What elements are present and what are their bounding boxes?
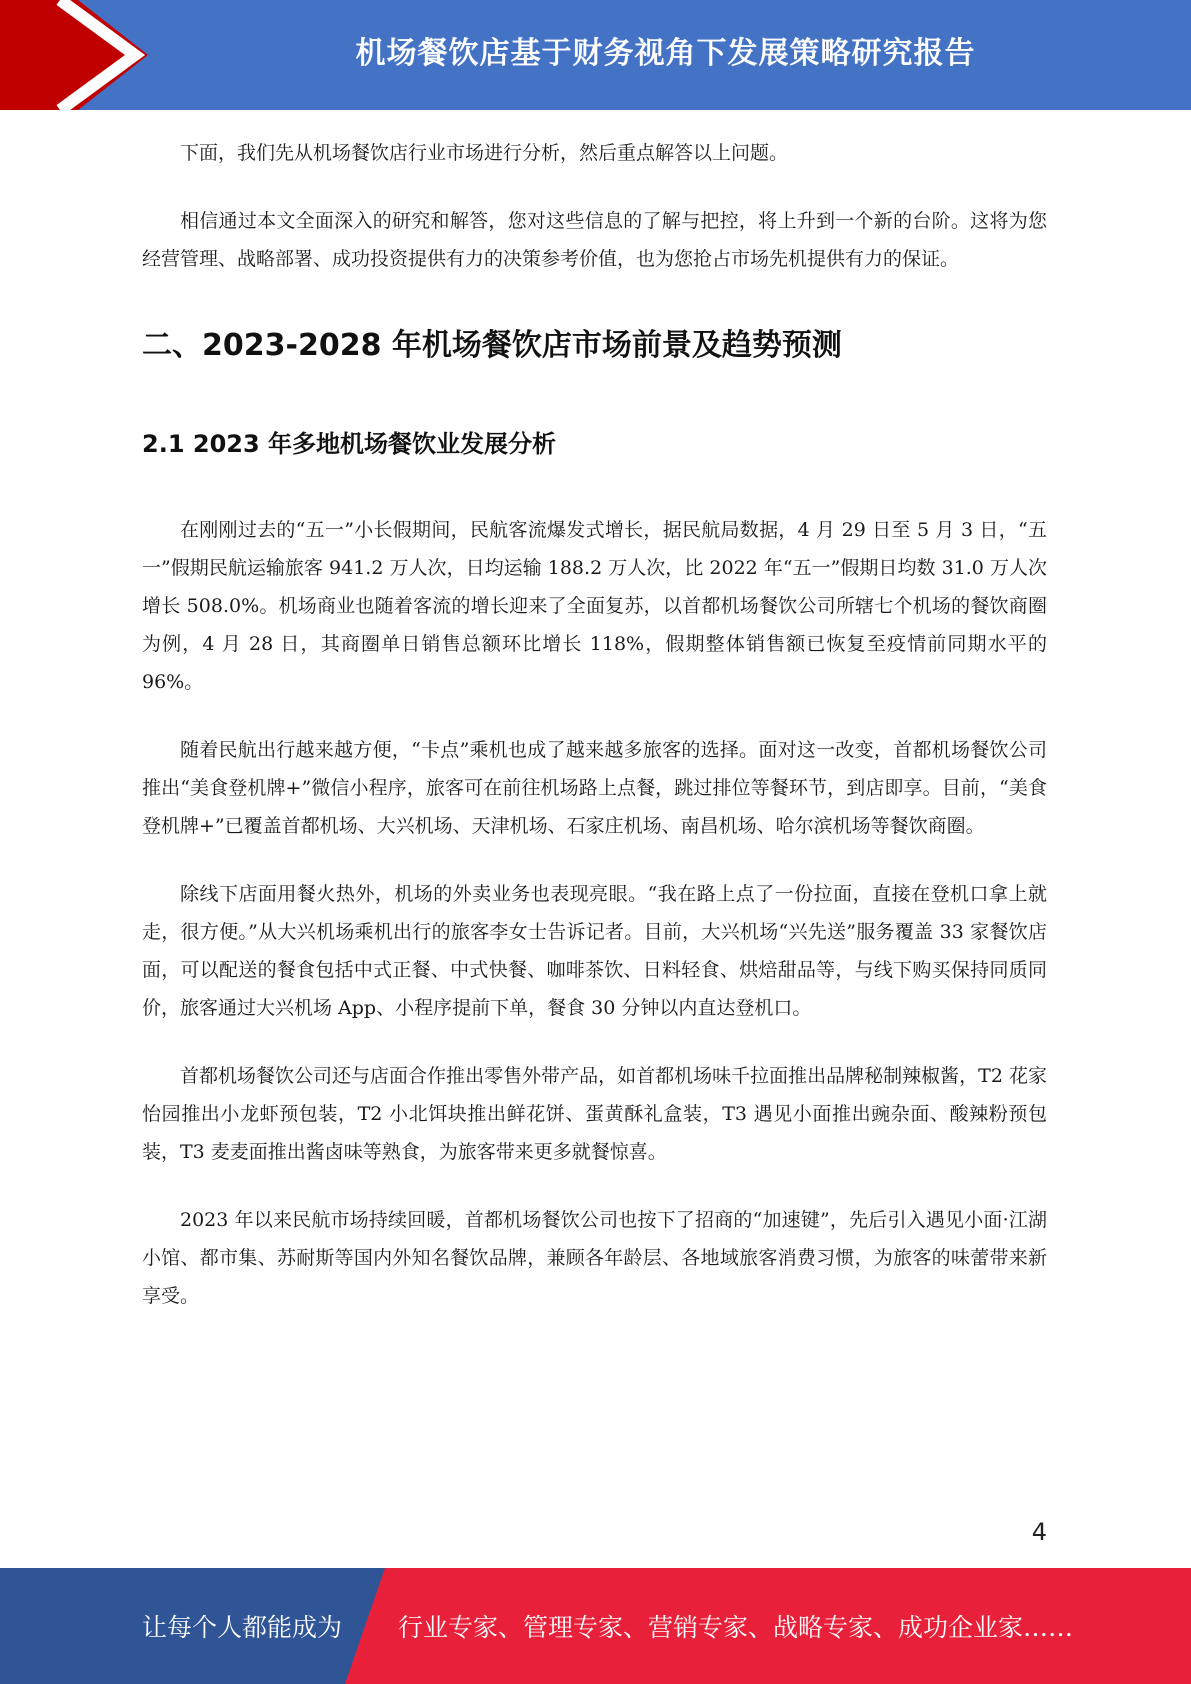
subsection-heading: 2.1 2023 年多地机场餐饮业发展分析 bbox=[142, 430, 557, 458]
page-footer bbox=[0, 1568, 1191, 1684]
body-paragraph-3: 除线下店面用餐火热外，机场的外卖业务也表现亮眼。“我在路上点了一份拉面，直接在登机口拿上就走，很方便。”从大兴机场乘机出行的旅客李女士告诉记者。目前，大兴机场“兴先送”服务覆盖 33 家餐饮店面，可以配送的餐食包括中式正餐、中式快餐、咖啡茶饮、日料轻食、烘焙甜品等，与线下购买保持同质同价，旅客通过大兴机场 App、小程序提前下单，餐食 30 分钟以内直达登机口。 bbox=[142, 883, 1047, 1019]
footer-slogan-right: 行业专家、管理专家、营销专家、战略专家、成功企业家…… bbox=[398, 1613, 1074, 1642]
body-paragraph-4: 首都机场餐饮公司还与店面合作推出零售外带产品，如首都机场味千拉面推出品牌秘制辣椒酱，T2 花家怡园推出小龙虾预包装，T2 小北饵块推出鲜花饼、蛋黄酥礼盒装，T3 遇见小面推出豌杂面、酸辣粉预包装，T3 麦麦面推出酱卤味等熟食，为旅客带来更多就餐惊喜。 bbox=[142, 1065, 1047, 1163]
header-title: 机场餐饮店基于财务视角下发展策略研究报告 bbox=[355, 36, 976, 71]
intro-paragraph-1: 下面，我们先从机场餐饮店行业市场进行分析，然后重点解答以上问题。 bbox=[180, 142, 789, 164]
footer-slogan-left: 让每个人都能成为 bbox=[142, 1613, 343, 1642]
section-heading: 二、2023-2028 年机场餐饮店市场前景及趋势预测 bbox=[142, 328, 842, 363]
page-number: 4 bbox=[1031, 1518, 1047, 1546]
body-paragraph-5: 2023 年以来民航市场持续回暖，首都机场餐饮公司也按下了招商的“加速键”，先后引入遇见小面·江湖小馆、都市集、苏耐斯等国内外知名餐饮品牌，兼顾各年龄层、各地域旅客消费习惯，为旅客的味蕾带来新享受。 bbox=[142, 1209, 1047, 1307]
intro-paragraph-2: 相信通过本文全面深入的研究和解答，您对这些信息的了解与把控，将上升到一个新的台阶。这将为您经营管理、战略部署、成功投资提供有力的决策参考价值，也为您抢占市场先机提供有力的保证。 bbox=[142, 210, 1047, 270]
body-paragraph-1: 在刚刚过去的“五一”小长假期间，民航客流爆发式增长，据民航局数据，4 月 29 日至 5 月 3 日，“五一”假期民航运输旅客 941.2 万人次，日均运输 188.2 万人次，比 2022 年“五一”假期日均数 31.0 万人次增长 508.0%。机场商业也随着客流的增长迎来了全面复苏，以首都机场餐饮公司所辖七个机场的餐饮商圈为例，4 月 28 日，其商圈单日销售总额环比增长 118%，假期整体销售额已恢复至疫情前同期水平的 96%。 bbox=[142, 519, 1047, 693]
body-paragraph-2: 随着民航出行越来越方便，“卡点”乘机也成了越来越多旅客的选择。面对这一改变，首都机场餐饮公司推出“美食登机牌+”微信小程序，旅客可在前往机场路上点餐，跳过排位等餐环节，到店即享。目前，“美食登机牌+”已覆盖首都机场、大兴机场、天津机场、石家庄机场、南昌机场、哈尔滨机场等餐饮商圈。 bbox=[142, 739, 1047, 837]
page-header bbox=[0, 0, 1191, 110]
document-body bbox=[142, 130, 1047, 1315]
